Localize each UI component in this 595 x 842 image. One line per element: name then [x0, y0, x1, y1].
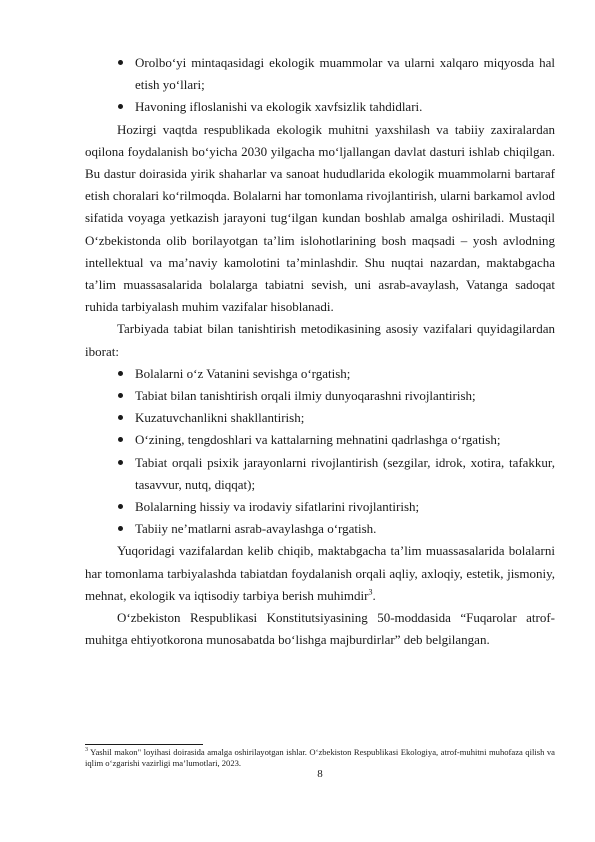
bullet-item	[85, 518, 555, 540]
bullet-text: Tabiat bilan tanishtirish orqali ilmiy dunyoqarashni rivojlantirish;	[135, 388, 476, 404]
bullet-item	[85, 496, 555, 518]
bullet-text: Bolalarning hissiy va irodaviy sifatlarini rivojlantirish;	[135, 499, 420, 515]
paragraph-text: Yuqoridagi vazifalardan kelib chiqib, maktabgacha ta’lim muassasalarida bolalarni har tomonlama tarbiyalashda tabiatdan foydalanish orqali aqliy, axloqiy, estetik, jismoniy, mehnat, ekologik va iqtisodiy tarbiya berish muhimdir	[85, 543, 555, 603]
bullet-icon	[118, 460, 123, 465]
bullet-icon	[118, 415, 123, 420]
footnote-divider	[85, 744, 203, 745]
bullet-text: Orolbo‘yi mintaqasidagi ekologik muammolar va ularni xalqaro miqyosda hal etish yo‘llari;	[135, 55, 555, 93]
bullet-text: O‘zining, tengdoshlari va kattalarning mehnatini qadrlashga o‘rgatish;	[135, 432, 501, 448]
paragraph: Hozirgi vaqtda respublikada ekologik muhitni yaxshilash va tabiiy zaxiralardan oqilona foydalanish bo‘yicha 2030 yilgacha mo‘ljallangan davlat dasturi ishlab chiqilgan. Bu dastur doirasida yirik shaharlar va sanoat hududlarida ekologik muammolarni bartaraf etish choralari ko‘rilmoqda. Bolalarni har tomonlama rivojlantirish, ularni barkamol avlod sifatida voyaga yetkazish jarayoni tug‘ilgan kundan boshlab amalga oshiriladi. Mustaqil O‘zbekistonda olib borilayotgan ta’lim islohotlarining bosh maqsadi – yosh avlodning intellektual va ma’naviy kamolotini ta’minlashdir. Shu nuqtai nazardan, maktabgacha ta’lim muassasalarida bolalarga tabiatni sevish, uni asrab-avaylash, Vatanga sadoqat ruhida tarbiyalash muhim vazifalar hisoblanadi.	[85, 121, 555, 315]
bullet-item	[85, 452, 555, 496]
bullet-item	[85, 385, 555, 407]
bullet-text: Havoning ifloslanishi va ekologik xavfsizlik tahdidlari.	[135, 99, 423, 115]
paragraph-end: .	[372, 587, 376, 603]
bullet-icon	[118, 371, 123, 376]
paragraph	[85, 540, 555, 607]
footnote	[85, 747, 555, 768]
bullet-item	[85, 407, 555, 429]
page-number: 8	[317, 768, 323, 780]
footnote-text: Yashil makon" loyihasi doirasida amalga oshirilayotgan ishlar. O‘zbekiston Respublikasi Ekologiya, atrof-muhitni muhofaza qilish va iqlim o‘zgarishi vazirligi ma’lumotlari, 2023.	[85, 747, 555, 768]
bullet-icon	[118, 526, 123, 531]
bullet-icon	[118, 504, 123, 509]
bullet-text: Bolalarni o‘z Vatanini sevishga o‘rgatish;	[135, 365, 351, 381]
footnote-mark: 3	[85, 747, 88, 754]
bullet-item	[85, 52, 555, 96]
bullet-icon	[118, 437, 123, 442]
bullet-text: Kuzatuvchanlikni shakllantirish;	[135, 410, 305, 426]
bullet-icon	[118, 104, 123, 109]
bullet-text: Tabiiy ne’matlarni asrab-avaylashga o‘rgatish.	[135, 521, 377, 537]
bullet-item	[85, 363, 555, 385]
bullet-item	[85, 429, 555, 451]
paragraph: O‘zbekiston Respublikasi Konstitutsiyasining 50-moddasida “Fuqarolar atrof-muhitga ehtiyotkorona munosabatda bo‘lishga majburdirlar” deb belgilangan.	[85, 610, 555, 648]
paragraph: Tarbiyada tabiat bilan tanishtirish metodikasining asosiy vazifalari quyidagilardan iborat:	[85, 321, 555, 359]
footnote-reference[interactable]: 3	[368, 587, 373, 597]
bullet-item	[85, 96, 555, 118]
bullet-icon	[118, 60, 123, 65]
page-body	[85, 52, 555, 651]
bullet-text: Tabiat orqali psixik jarayonlarni rivojlantirish (sezgilar, idrok, xotira, tafakkur, tasavvur, nutq, diqqat);	[135, 454, 555, 492]
bullet-icon	[118, 393, 123, 398]
